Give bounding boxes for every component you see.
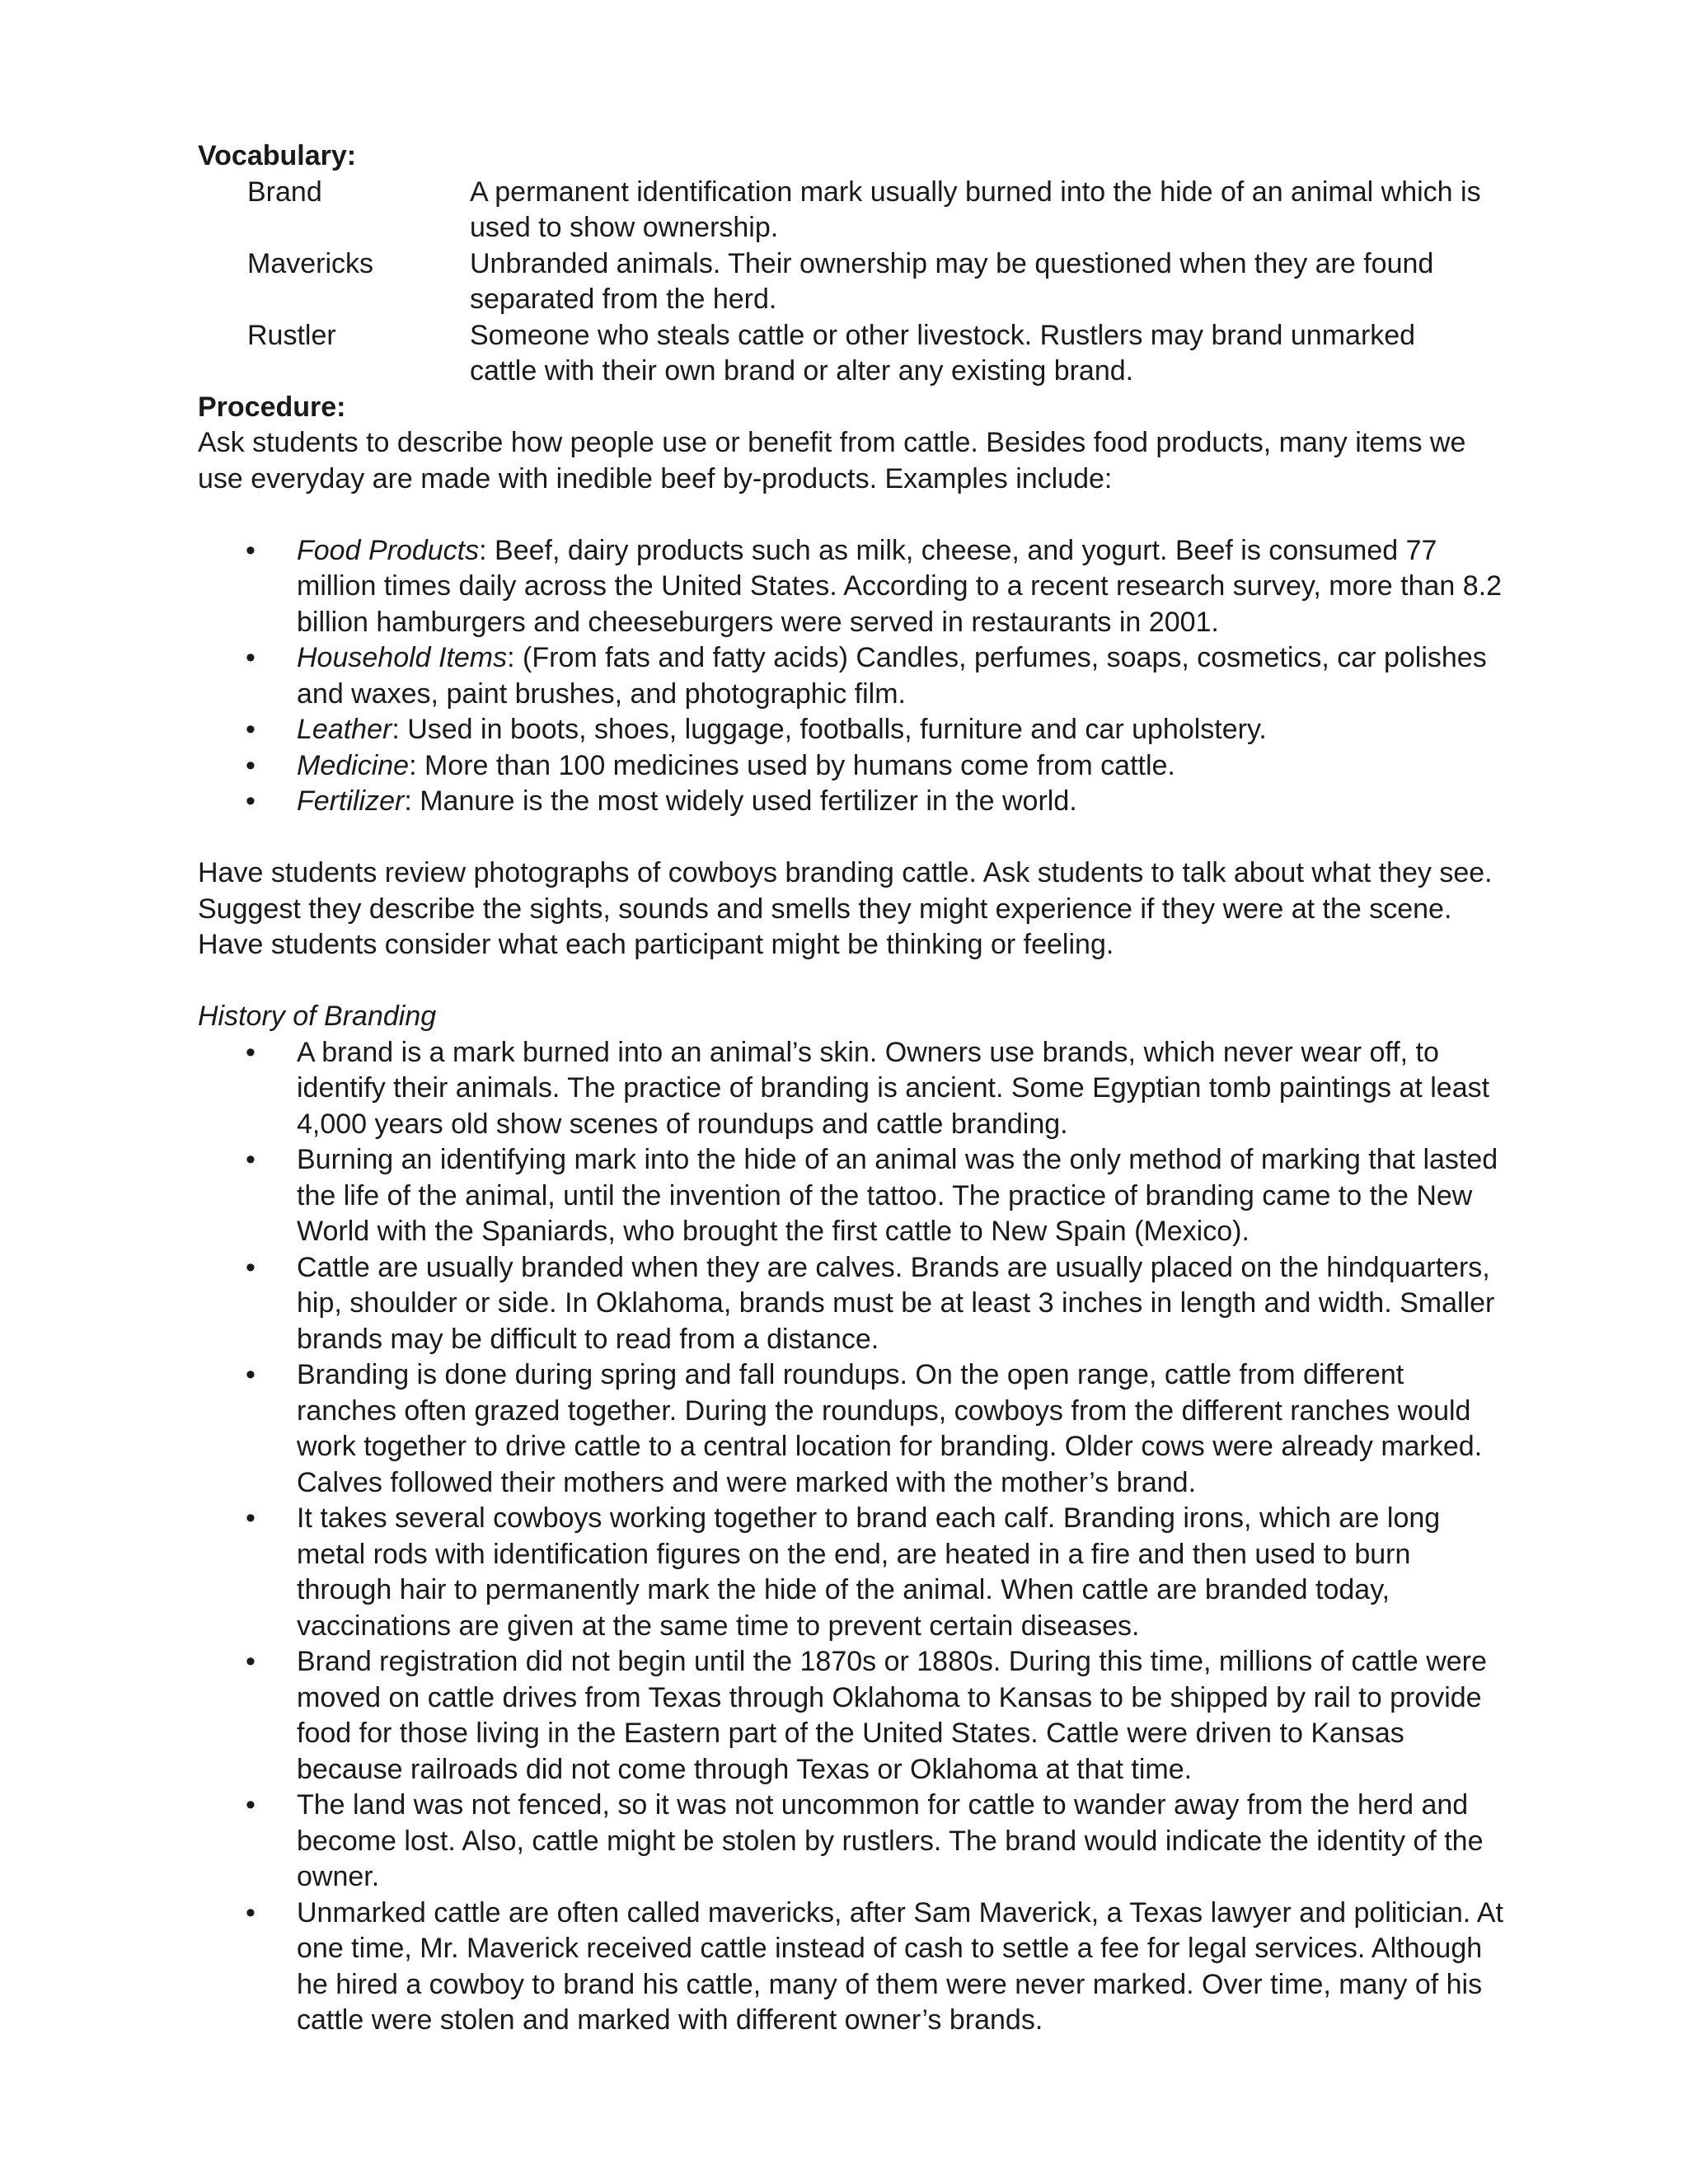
bullet-icon: • (246, 714, 256, 745)
vocabulary-item (247, 246, 1500, 318)
use-term: Medicine (297, 749, 410, 781)
history-text: Branding is done during spring and fall roundups. On the open range, cattle from different ranches often grazed together. During the roundups, cowboys from the different ranches would work together to drive cattle to a central location for branding. Older cows were already marked. Calves followed their mothers and were marked with the mother’s brand. (297, 1359, 1483, 1498)
history-text: Brand registration did not begin until the 1870s or 1880s. During this time, millions of cattle were moved on cattle drives from Texas through Oklahoma to Kansas to be shipped by rail to provide food for those living in the Eastern part of the United States. Cattle were driven to Kansas because railroads did not come through Texas or Oklahoma at that time. (297, 1646, 1487, 1785)
vocabulary-definition: Someone who steals cattle or other livestock. Rustlers may brand unmarked cattle with their own brand or alter any existing brand. (470, 319, 1416, 387)
bullet-icon: • (246, 534, 256, 566)
vocabulary-heading: Vocabulary: (198, 140, 357, 171)
history-text: Unmarked cattle are often called mavericks, after Sam Maverick, a Texas lawyer and politician. At one time, Mr. Maverick received cattle instead of cash to settle a fee for legal services. Although he hired a cowboy to brand his cattle, many of them were never marked. Over time, many of his cattle were stolen and marked with different owner’s brands. (297, 1896, 1503, 2036)
vocabulary-definition: A permanent identification mark usually burned into the hide of an animal which is used to show ownership. (470, 176, 1481, 243)
list-item (198, 1357, 1508, 1501)
list-item (198, 748, 1508, 785)
bullet-icon: • (246, 785, 256, 817)
bullet-icon: • (246, 1789, 256, 1821)
use-term: Food Products (297, 534, 480, 566)
use-text: : (From fats and fatty acids) Candles, perfumes, soaps, cosmetics, car polishes and waxes, paint brushes, and photographic film. (297, 642, 1487, 710)
list-item (198, 784, 1508, 820)
bullet-icon: • (246, 1036, 256, 1068)
history-text: Burning an identifying mark into the hide of an animal was the only method of marking that lasted the life of the animal, until the invention of the tattoo. The practice of branding came to the New World with the Spaniards, who brought the first cattle to New Spain (Mexico). (297, 1144, 1498, 1247)
procedure-intro: Ask students to describe how people use or benefit from cattle. Besides food products, many items we use everyday are made with inedible beef by-products. Examples include: (198, 427, 1466, 494)
list-item (198, 1142, 1508, 1250)
list-item (198, 1250, 1508, 1358)
history-list (198, 1035, 1503, 2039)
list-item (198, 640, 1508, 712)
procedure-heading: Procedure: (198, 391, 346, 423)
use-term: Fertilizer (297, 785, 405, 817)
bullet-icon: • (246, 1359, 256, 1390)
vocabulary-definition: Unbranded animals. Their ownership may be questioned when they are found separated from the herd. (470, 247, 1434, 315)
vocabulary-term: Brand (247, 176, 322, 208)
use-term: Household Items (297, 642, 508, 673)
uses-list (198, 533, 1503, 820)
spacer (198, 497, 1500, 533)
bullet-icon: • (246, 1896, 256, 1929)
vocabulary-list (247, 175, 1500, 390)
history-text: It takes several cowboys working together to brand each calf. Branding irons, which are long metal rods with identification figures on the end, are heated in a fire and then used to burn through hair to permanently mark the hide of the animal. When cattle are branded today, vaccinations are given at the same time to prevent certain diseases. (297, 1502, 1441, 1642)
list-item (198, 712, 1508, 748)
use-text: : Used in boots, shoes, luggage, footballs, furniture and car upholstery. (392, 714, 1267, 745)
bullet-icon: • (246, 1646, 256, 1677)
list-item (198, 1644, 1508, 1788)
spacer (198, 963, 1500, 1000)
vocabulary-item (247, 175, 1500, 246)
photo-paragraph: Have students review photographs of cowboys branding cattle. Ask students to talk about what they see. Suggest they describe the sights, sounds and smells they might experience if they were at the scene. Have students consider what each participant might be thinking or feeling. (198, 857, 1493, 960)
vocabulary-item (247, 318, 1500, 390)
bullet-icon: • (246, 749, 256, 781)
bullet-icon: • (246, 642, 256, 673)
history-heading: History of Branding (198, 1001, 437, 1032)
spacer (198, 820, 1500, 856)
history-text: Cattle are usually branded when they are calves. Brands are usually placed on the hindquarters, hip, shoulder or side. In Oklahoma, brands must be at least 3 inches in length and width. Smaller brands may be difficult to read from a distance. (297, 1251, 1495, 1355)
list-item (198, 1896, 1508, 2039)
history-text: A brand is a mark burned into an animal’s skin. Owners use brands, which never wear off, to identify their animals. The practice of branding is ancient. Some Egyptian tomb paintings at least 4,000 years old show scenes of roundups and cattle branding. (297, 1036, 1490, 1140)
lesson-document (198, 138, 1503, 2039)
use-text: : Beef, dairy products such as milk, cheese, and yogurt. Beef is consumed 77 million times daily across the United States. According to a recent research survey, more than 8.2 billion hamburgers and cheeseburgers were served in restaurants in 2001. (297, 534, 1503, 638)
use-text: : Manure is the most widely used fertilizer in the world. (404, 785, 1077, 817)
use-text: : More than 100 medicines used by humans come from cattle. (409, 749, 1175, 781)
list-item (198, 1788, 1508, 1896)
use-term: Leather (297, 714, 392, 745)
bullet-icon: • (246, 1251, 256, 1283)
list-item (198, 1035, 1508, 1143)
list-item (198, 533, 1508, 641)
bullet-icon: • (246, 1502, 256, 1534)
history-text: The land was not fenced, so it was not uncommon for cattle to wander away from the herd and become lost. Also, cattle might be stolen by rustlers. The brand would indicate the identity of the owner. (297, 1789, 1484, 1892)
bullet-icon: • (246, 1144, 256, 1175)
vocabulary-term: Rustler (247, 319, 336, 351)
list-item (198, 1501, 1508, 1644)
vocabulary-term: Mavericks (247, 247, 374, 279)
